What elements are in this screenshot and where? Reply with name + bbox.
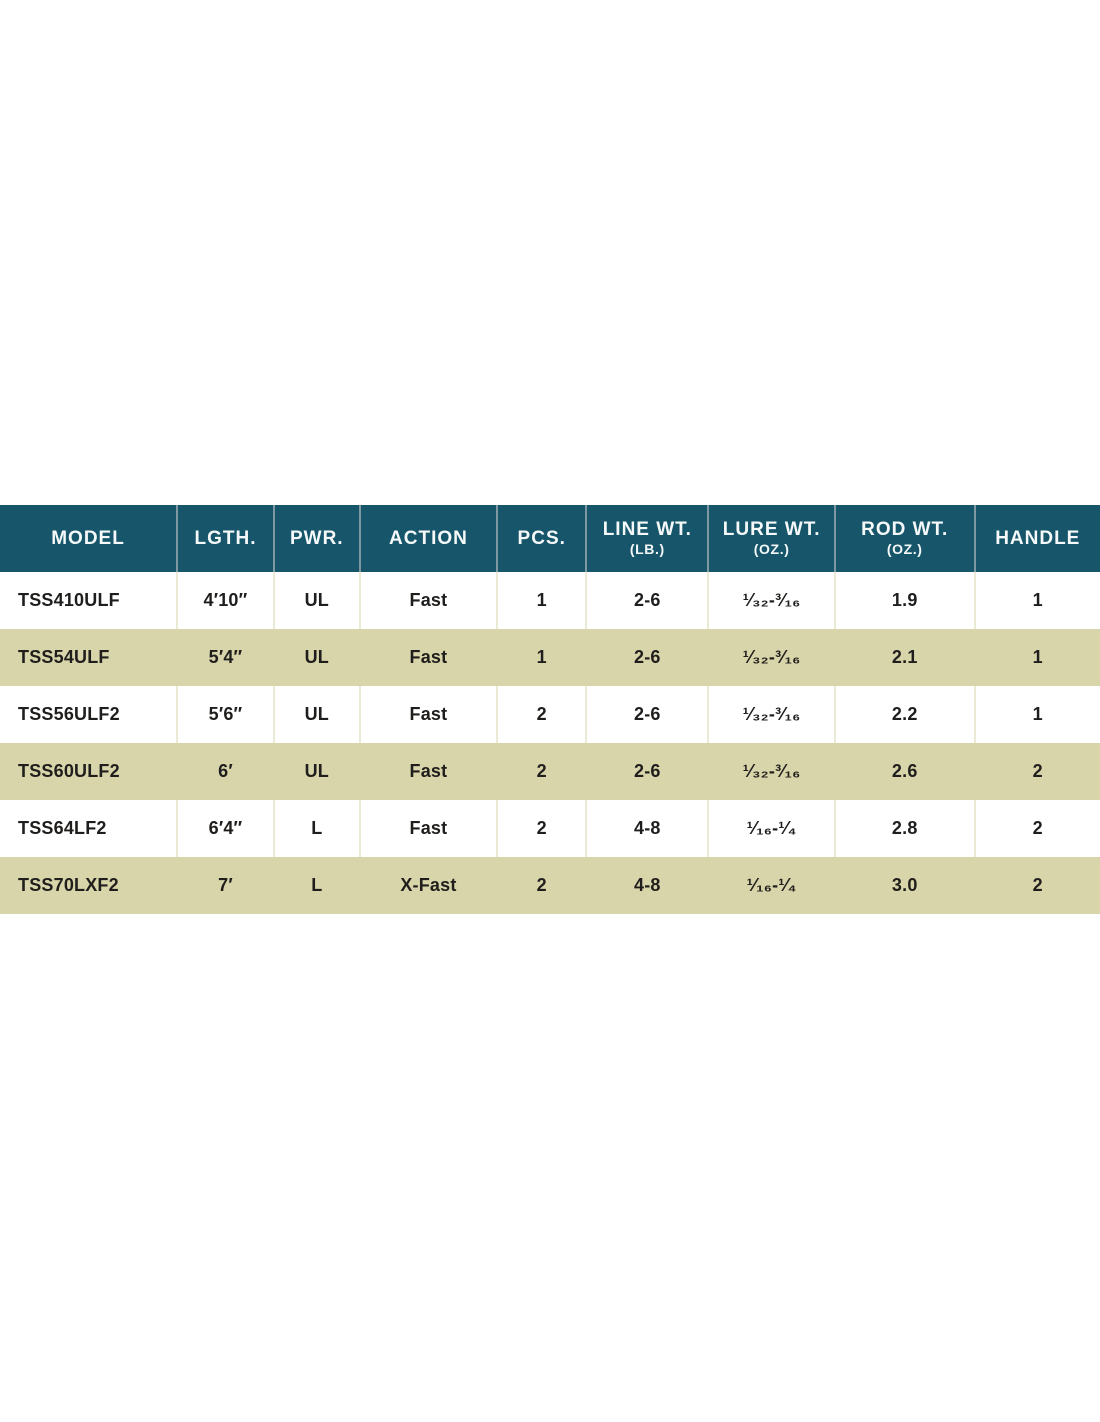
column-header-lgth bbox=[177, 505, 274, 572]
cell-action: Fast bbox=[360, 572, 498, 629]
cell-lure-wt: ¹⁄₁₆-¹⁄₄ bbox=[708, 800, 835, 857]
cell-lgth: 4′10″ bbox=[177, 572, 274, 629]
column-header-handle bbox=[975, 505, 1100, 572]
column-header-action bbox=[360, 505, 498, 572]
cell-model: TSS64LF2 bbox=[18, 818, 107, 838]
table-row bbox=[0, 686, 1100, 743]
cell-action: Fast bbox=[360, 743, 498, 800]
cell-pcs: 1 bbox=[497, 572, 586, 629]
cell-lgth: 7′ bbox=[177, 857, 274, 914]
cell-model: TSS60ULF2 bbox=[18, 761, 120, 781]
cell-action: X-Fast bbox=[360, 857, 498, 914]
table-row bbox=[0, 857, 1100, 914]
cell-action: Fast bbox=[360, 629, 498, 686]
cell-line-wt: 2-6 bbox=[586, 572, 708, 629]
cell-rod-wt: 2.2 bbox=[835, 686, 975, 743]
cell-pwr: L bbox=[274, 800, 360, 857]
column-header-unit: (OZ.) bbox=[753, 541, 790, 558]
table-header bbox=[0, 505, 1100, 572]
cell-rod-wt: 2.8 bbox=[835, 800, 975, 857]
cell-model: TSS410ULF bbox=[18, 590, 120, 610]
cell-lure-wt: ¹⁄₃₂-³⁄₁₆ bbox=[708, 686, 835, 743]
cell-pwr: UL bbox=[274, 686, 360, 743]
cell-lure-wt: ¹⁄₃₂-³⁄₁₆ bbox=[708, 743, 835, 800]
cell-lgth: 6′ bbox=[177, 743, 274, 800]
cell-handle: 2 bbox=[975, 800, 1100, 857]
cell-lure-wt: ¹⁄₃₂-³⁄₁₆ bbox=[708, 629, 835, 686]
column-header-label: HANDLE bbox=[995, 527, 1081, 549]
cell-line-wt: 2-6 bbox=[586, 629, 708, 686]
cell-handle: 1 bbox=[975, 686, 1100, 743]
spec-table bbox=[0, 505, 1100, 914]
column-header-label: ROD WT. bbox=[861, 519, 949, 541]
cell-rod-wt: 3.0 bbox=[835, 857, 975, 914]
cell-rod-wt: 2.1 bbox=[835, 629, 975, 686]
cell-line-wt: 4-8 bbox=[586, 857, 708, 914]
cell-pcs: 1 bbox=[497, 629, 586, 686]
cell-pwr: UL bbox=[274, 572, 360, 629]
cell-lure-wt: ¹⁄₁₆-¹⁄₄ bbox=[708, 857, 835, 914]
cell-pwr: UL bbox=[274, 629, 360, 686]
column-header-label: LURE WT. bbox=[722, 519, 821, 541]
column-header-label: MODEL bbox=[51, 527, 125, 549]
column-header-label: LGTH. bbox=[194, 527, 257, 549]
cell-handle: 2 bbox=[975, 857, 1100, 914]
cell-pcs: 2 bbox=[497, 857, 586, 914]
header-row bbox=[0, 505, 1100, 572]
cell-handle: 2 bbox=[975, 743, 1100, 800]
cell-pcs: 2 bbox=[497, 743, 586, 800]
column-header-pwr bbox=[274, 505, 360, 572]
cell-pcs: 2 bbox=[497, 686, 586, 743]
cell-lgth: 5′4″ bbox=[177, 629, 274, 686]
table-row bbox=[0, 743, 1100, 800]
cell-rod-wt: 1.9 bbox=[835, 572, 975, 629]
column-header-pcs bbox=[497, 505, 586, 572]
table-row bbox=[0, 800, 1100, 857]
cell-line-wt: 2-6 bbox=[586, 743, 708, 800]
cell-line-wt: 2-6 bbox=[586, 686, 708, 743]
table-row bbox=[0, 629, 1100, 686]
column-header-unit: (OZ.) bbox=[886, 541, 923, 558]
column-header-lure-wt bbox=[708, 505, 835, 572]
cell-lgth: 5′6″ bbox=[177, 686, 274, 743]
cell-handle: 1 bbox=[975, 629, 1100, 686]
table-body bbox=[0, 572, 1100, 914]
column-header-rod-wt bbox=[835, 505, 975, 572]
column-header-label: PCS. bbox=[517, 527, 566, 549]
column-header-model bbox=[0, 505, 177, 572]
cell-pwr: UL bbox=[274, 743, 360, 800]
cell-handle: 1 bbox=[975, 572, 1100, 629]
cell-action: Fast bbox=[360, 800, 498, 857]
cell-lure-wt: ¹⁄₃₂-³⁄₁₆ bbox=[708, 572, 835, 629]
cell-action: Fast bbox=[360, 686, 498, 743]
column-header-label: ACTION bbox=[389, 527, 468, 549]
cell-line-wt: 4-8 bbox=[586, 800, 708, 857]
column-header-label: PWR. bbox=[289, 527, 344, 549]
cell-model: TSS70LXF2 bbox=[18, 875, 119, 895]
column-header-unit: (LB.) bbox=[629, 541, 665, 558]
column-header-line-wt bbox=[586, 505, 708, 572]
table-row bbox=[0, 572, 1100, 629]
cell-lgth: 6′4″ bbox=[177, 800, 274, 857]
cell-model: TSS54ULF bbox=[18, 647, 110, 667]
cell-pwr: L bbox=[274, 857, 360, 914]
cell-rod-wt: 2.6 bbox=[835, 743, 975, 800]
column-header-label: LINE WT. bbox=[602, 519, 692, 541]
cell-model: TSS56ULF2 bbox=[18, 704, 120, 724]
cell-pcs: 2 bbox=[497, 800, 586, 857]
